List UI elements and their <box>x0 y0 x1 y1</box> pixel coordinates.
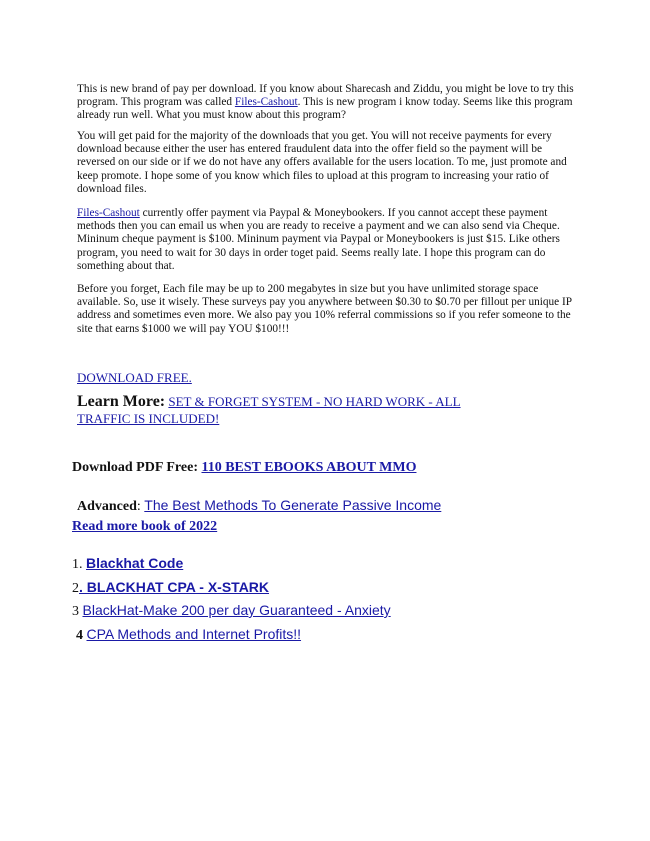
advanced-label: Advanced <box>77 499 137 514</box>
blackhat-cpa-link[interactable]: . BLACKHAT CPA - X-STARK <box>79 579 270 595</box>
list-item-3 <box>72 602 391 620</box>
blackhat-code-link[interactable]: Blackhat Code <box>86 555 184 571</box>
list-number: 3 <box>72 604 79 619</box>
paragraph-intro <box>77 83 575 123</box>
list-number: 2 <box>72 581 79 596</box>
learn-more-label: Learn More: <box>77 393 166 410</box>
download-pdf-label: Download PDF Free: <box>72 460 198 475</box>
list-item-1 <box>72 555 183 573</box>
paragraph-payment-info: You will get paid for the majority of the downloads that you get. You will not receive payments for every download because either the user has entered fraudulent data into the offer field so the payment will be reversed on our side or if we do not have any offers available for the users location. To me, just promote and keep promote. I hope some of you know which files to upload at this program to increasing your ratio of download files. <box>77 130 567 195</box>
list-item-2 <box>72 579 269 597</box>
paragraph-payment-methods-text: currently offer payment via Paypal & Moneybookers. If you cannot accept these payment methods then you can email us when you are ready to receive a payment and we can also send via Cheque. Mininum cheque payment is $100. Mininum payment via Paypal or Moneybookers is just $15. Like others program, you need to wait for 30 days in order toget paid. Seems really late. I hope this program can do something about that. <box>77 207 560 272</box>
ebooks-link[interactable]: 110 BEST EBOOKS ABOUT MMO <box>201 460 417 475</box>
list-item-4 <box>76 626 301 644</box>
learn-more-block <box>77 393 461 427</box>
learn-more-link-line1[interactable]: SET & FORGET SYSTEM - NO HARD WORK - ALL <box>168 394 461 409</box>
paragraph-intro-text-2: . This is new program i know today. Seems like this program already run well. What you must know about this program? <box>77 96 573 122</box>
learn-more-link-line2[interactable]: TRAFFIC IS INCLUDED! <box>77 411 220 426</box>
list-number: 4 <box>76 628 83 643</box>
paragraph-payment-methods <box>77 207 575 273</box>
blackhat-make-200-link[interactable]: BlackHat-Make 200 per day Guaranteed - Anxiety <box>82 602 391 618</box>
list-number: 1. <box>72 557 83 572</box>
paragraph-intro-text-1: This is new brand of pay per download. If you know about Sharecash and Ziddu, you might be love to try this program. This program was called <box>77 83 574 109</box>
files-cashout-link[interactable]: Files-Cashout <box>234 96 298 109</box>
download-pdf-line <box>72 460 416 476</box>
advanced-colon: : <box>136 499 141 514</box>
passive-income-link[interactable]: The Best Methods To Generate Passive Income <box>144 497 442 513</box>
download-free-link[interactable]: DOWNLOAD FREE. <box>77 370 192 385</box>
cpa-methods-link[interactable]: CPA Methods and Internet Profits!! <box>86 626 302 642</box>
advanced-line <box>77 497 441 515</box>
read-more-link[interactable]: Read more book of 2022 <box>72 519 218 534</box>
files-cashout-link-2[interactable]: Files-Cashout <box>77 207 140 219</box>
paragraph-storage-info: Before you forget, Each file may be up to 200 megabytes in size but you have unlimited storage space available. So, use it wisely. These surveys pay you anywhere between $0.30 to $0.70 per fillout per unique IP address and sometimes even more. We also pay you 10% referral commissions so if you refer someone to the site that earns $1000 we will pay YOU $100!!! <box>77 283 572 335</box>
